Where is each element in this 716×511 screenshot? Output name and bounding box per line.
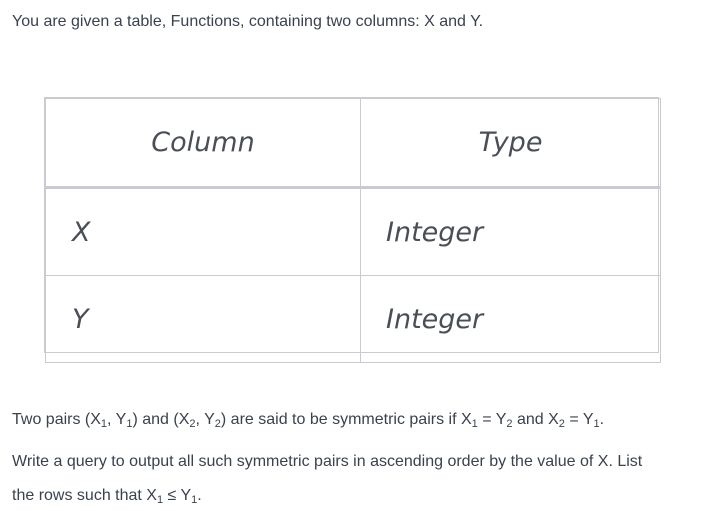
column-name-cell: X [46, 188, 361, 276]
symmetric-pairs-definition: Two pairs ($X_1$, $Y_1$) and ($X_2$, $Y_2$) are said to be symmetric pairs if $X_1 = Y_2$ and $X_2 = Y_1$. [12, 411, 605, 430]
column-header: Column [46, 99, 361, 188]
intro-text: You are given a table, Functions, containing two columns: X and Y. [12, 13, 484, 30]
table-row [46, 188, 661, 276]
task-instruction-line1: Write a query to output all such symmetric pairs in ascending order by the value of X. List [12, 453, 643, 470]
type-header: Type [361, 99, 661, 188]
column-type-cell: Integer [361, 188, 661, 276]
task-instruction-line2: the rows such that $X_1 \le Y_1$. [12, 487, 202, 506]
column-name-cell: Y [46, 276, 361, 363]
table-header-row [46, 99, 661, 188]
table-row [46, 276, 661, 363]
column-type-cell: Integer [361, 276, 661, 363]
functions-schema-table [44, 97, 659, 353]
